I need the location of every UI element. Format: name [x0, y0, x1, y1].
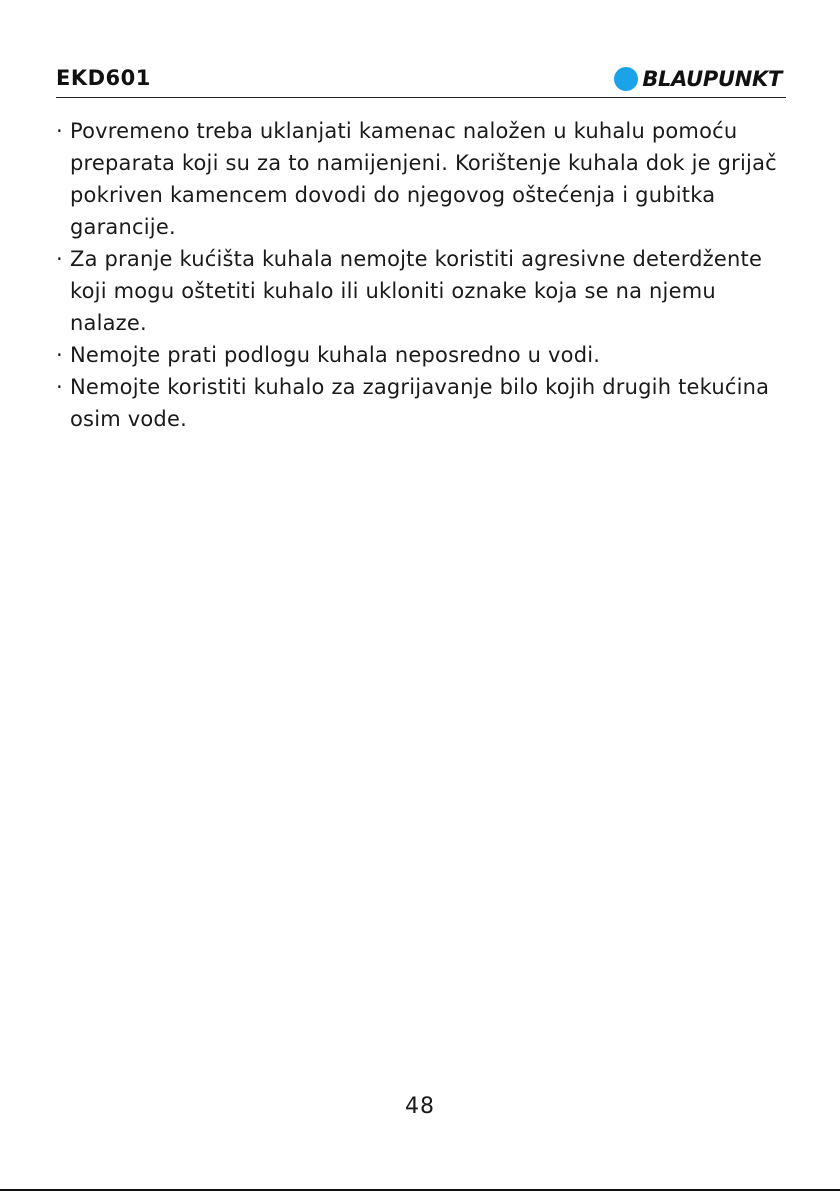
bullet-icon: · [56, 247, 63, 271]
model-code: EKD601 [56, 66, 151, 90]
bullet-icon: · [56, 343, 63, 367]
list-item-text: Nemojte koristiti kuhalo za zagrijavanje bilo kojih drugih tekućina osim vode. [70, 375, 770, 431]
list-item-text: Povremeno treba uklanjati kamenac naložen u kuhalu pomoću preparata koji su za to namijenjeni. Korištenje kuhala dok je grijač pokriven kamencem dovodi do njegovog oštećenja i gubitka garancije. [70, 119, 777, 239]
brand-name: BLAUPUNKT [642, 67, 782, 91]
bullet-icon: · [56, 375, 63, 399]
header-divider [56, 97, 786, 98]
instruction-list [56, 115, 796, 435]
list-item-text: Za pranje kućišta kuhala nemojte koristiti agresivne deterdžente koji mogu oštetiti kuhalo ili ukloniti oznake koja se na njemu nalaze. [70, 247, 763, 335]
brand-logo [614, 65, 782, 93]
list-item [56, 115, 796, 243]
page-bottom-edge [0, 1189, 840, 1191]
page-header [56, 62, 786, 98]
page-number: 48 [405, 1094, 435, 1119]
list-item [56, 339, 796, 371]
list-item [56, 371, 796, 435]
list-item-text: Nemojte prati podlogu kuhala neposredno u vodi. [70, 343, 601, 367]
bullet-icon: · [56, 119, 63, 143]
list-item [56, 243, 796, 339]
brand-dot-icon [614, 67, 638, 91]
